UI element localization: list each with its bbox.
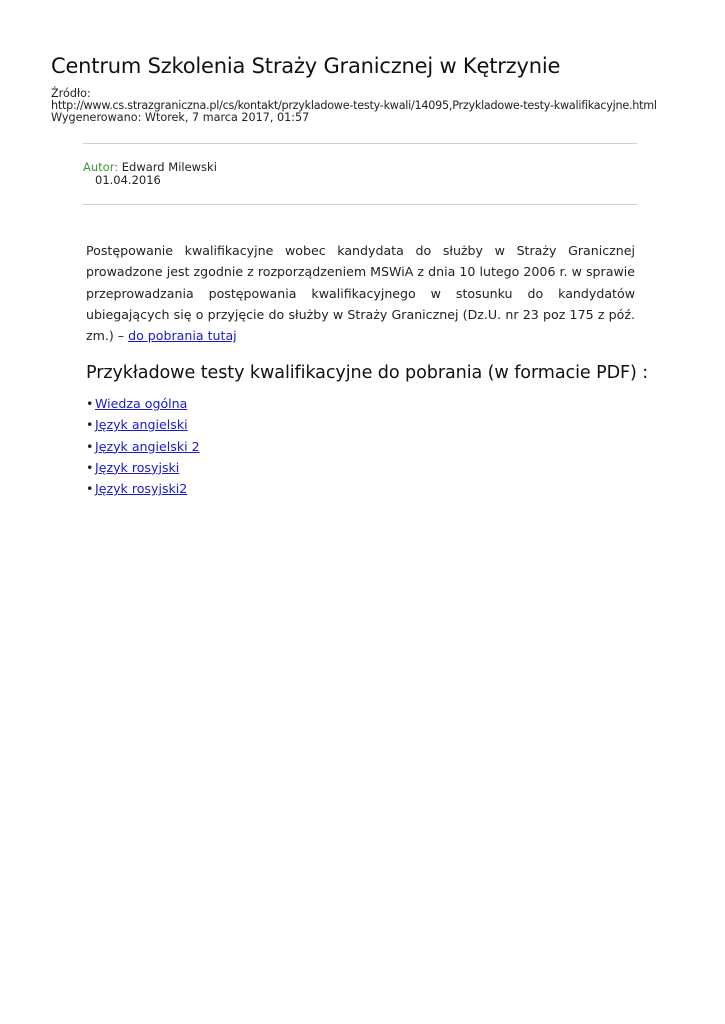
- divider-top: [83, 143, 637, 144]
- bullet-icon: •: [86, 438, 94, 454]
- bullet-icon: •: [86, 459, 94, 475]
- intro-paragraph: [86, 240, 635, 346]
- section-heading: Przykładowe testy kwalifikacyjne do pobrania (w formacie PDF) :: [86, 363, 649, 383]
- list-item: [86, 393, 200, 414]
- list-item: [86, 457, 200, 478]
- file-link-jezyk-rosyjski2[interactable]: Język rosyjski2: [95, 481, 188, 497]
- download-link[interactable]: do pobrania tutaj: [128, 328, 237, 344]
- page-title: Centrum Szkolenia Straży Granicznej w Kętrzynie: [51, 54, 561, 78]
- file-link-wiedza-ogolna[interactable]: Wiedza ogólna: [95, 396, 188, 411]
- file-list: [86, 393, 200, 499]
- author-block: [83, 161, 217, 187]
- author-name: Edward Milewski: [121, 160, 217, 174]
- generated-timestamp: Wygenerowano: Wtorek, 7 marca 2017, 01:57: [51, 111, 310, 124]
- list-item: [86, 436, 200, 457]
- file-link-jezyk-angielski[interactable]: Język angielski: [95, 417, 188, 433]
- document-meta: [51, 88, 657, 124]
- divider-bottom: [83, 204, 637, 205]
- file-link-jezyk-angielski-2[interactable]: Język angielski 2: [95, 438, 200, 454]
- bullet-icon: •: [86, 417, 94, 433]
- intro-text: Postępowanie kwalifikacyjne wobec kandydata do służby w Straży Granicznej prowadzone jest zgodnie z rozporządzeniem MSWiA z dnia 10 lutego 2006 r. w sprawie przeprowadzania postępowania kwalifikacyjnego w stosunku do kandydatów ubiegających się o przyjęcie do służby w Straży Granicznej (Dz.U. nr 23 poz 175 z póź. zm.) –: [86, 243, 635, 344]
- file-link-jezyk-rosyjski[interactable]: Język rosyjski: [95, 459, 180, 475]
- bullet-icon: •: [86, 481, 94, 497]
- source-url: http://www.cs.strazgraniczna.pl/cs/kontakt/przykladowe-testy-kwali/14095,Przykladowe-testy-kwalifikacyjne.html: [51, 99, 657, 112]
- list-item: [86, 414, 200, 435]
- publish-date: 01.04.2016: [95, 173, 161, 187]
- author-label: Autor:: [83, 160, 119, 174]
- list-item: [86, 478, 200, 499]
- bullet-icon: •: [86, 396, 94, 411]
- source-label: Źródło:: [51, 87, 91, 100]
